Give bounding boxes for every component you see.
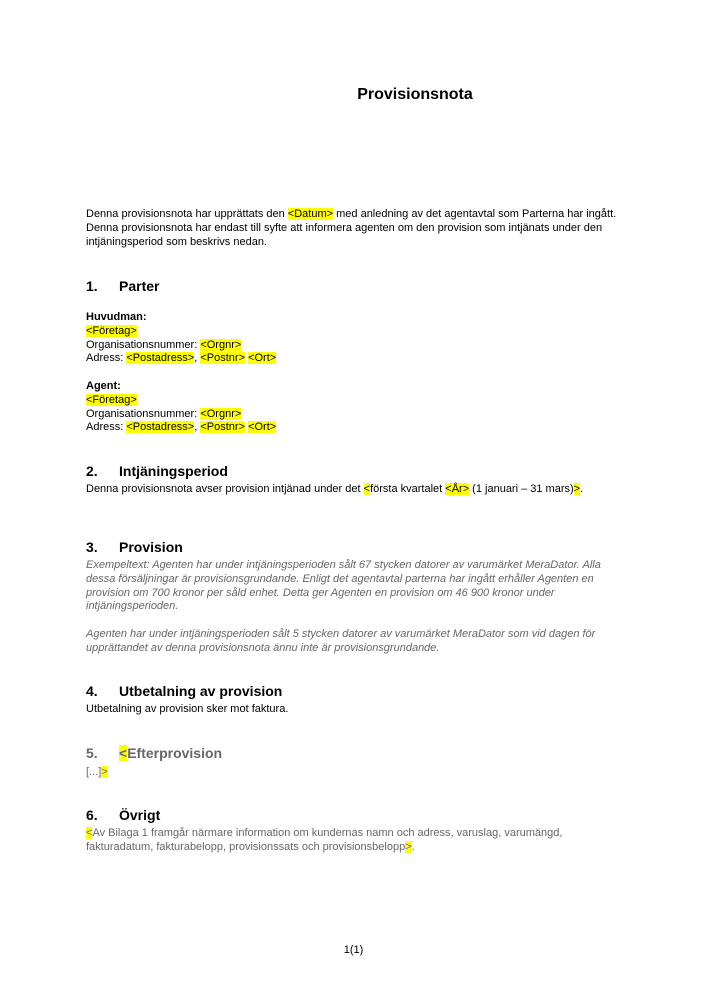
section-heading-intjaningsperiod xyxy=(86,462,228,480)
efterprovision-body xyxy=(86,766,626,780)
page-number: 1(1) xyxy=(343,944,364,956)
agent-address-comma: , xyxy=(194,421,201,434)
ovrigt-end: . xyxy=(411,840,415,853)
date-placeholder: <Datum> xyxy=(287,208,334,220)
section-title: Provision xyxy=(119,539,183,555)
huvudman-city-placeholder: <Ort> xyxy=(248,352,277,365)
huvudman-company-placeholder: <Företag> xyxy=(86,324,137,337)
section-title: Efterprovision xyxy=(127,745,223,761)
agent-block xyxy=(86,380,626,435)
year-placeholder: <År> xyxy=(445,483,470,495)
huvudman-address-label: Adress: xyxy=(86,352,127,365)
agent-label: Agent: xyxy=(86,380,121,392)
section-heading-provision xyxy=(86,538,183,556)
period-text-2: första kvartalet xyxy=(370,483,446,495)
huvudman-orgnr-placeholder: <Orgnr> xyxy=(200,338,242,351)
section-number: 3. xyxy=(86,539,98,555)
agent-company-placeholder: <Företag> xyxy=(86,393,137,406)
huvudman-orgnr-label: Organisationsnummer: xyxy=(86,338,201,351)
section-number: 5. xyxy=(86,745,98,761)
huvudman-label: Huvudman: xyxy=(86,311,147,323)
provision-paragraph-2: Agenten har under intjäningsperioden sålt 5 stycken datorer av varumärket MeraDator som vid dagen för upprättandet av denna provisionsnota ännu inte är provisionsgrundande. xyxy=(86,627,596,654)
section-number: 1. xyxy=(86,278,98,294)
intro-paragraph xyxy=(86,208,626,249)
section-heading-efterprovision xyxy=(86,744,222,762)
period-end: . xyxy=(580,483,584,495)
huvudman-address-comma: , xyxy=(194,352,201,365)
section-title: Parter xyxy=(119,278,160,294)
huvudman-postcode-placeholder: <Postnr> xyxy=(200,352,245,365)
period-text-3: (1 januari – 31 mars) xyxy=(469,483,574,495)
huvudman-postal-address-placeholder: <Postadress> xyxy=(126,352,195,365)
agent-postcode-placeholder: <Postnr> xyxy=(200,421,245,434)
intro-text-part2: med anledning av det agentavtal som Parterna har ingått. Denna provisionsnota har endast till syfte att informera agenten om den provision som intjänats under den intjäningsperiod som beskrivs nedan. xyxy=(86,208,617,248)
utbetalning-text: Utbetalning av provision sker mot faktura. xyxy=(86,703,289,715)
period-text-1: Denna provisionsnota avser provision intjänad under det xyxy=(86,483,364,495)
agent-address-label: Adress: xyxy=(86,421,127,434)
section-title: Intjäningsperiod xyxy=(119,463,228,479)
provision-paragraph-1: Exempeltext: Agenten har under intjäningsperioden sålt 67 stycken datorer av varumärket MeraDator. Alla dessa försäljningar är provisionsgrundande. Enligt det agentavtal parterna har ingått erhåller Agenten en provision om 700 kronor per såld enhet. Detta ger Agenten en provision om 46 900 kronor under intjäningsperioden. xyxy=(86,559,601,613)
section-number: 4. xyxy=(86,683,98,699)
section-heading-parter xyxy=(86,277,159,295)
ovrigt-text: Av Bilaga 1 framgår närmare information om kundernas namn och adress, varuslag, varumängd, fakturadatum, fakturabelopp, provisionssats och provisionsbelopp xyxy=(86,827,563,853)
agent-orgnr-placeholder: <Orgnr> xyxy=(200,407,242,420)
intjaningsperiod-paragraph xyxy=(86,483,586,497)
section-title: Övrigt xyxy=(119,807,161,823)
section-title: Utbetalning av provision xyxy=(119,683,283,699)
period-close-bracket: > xyxy=(573,483,581,495)
ovrigt-open-bracket: < xyxy=(86,827,93,839)
utbetalning-paragraph xyxy=(86,703,626,717)
document-title: Provisionsnota xyxy=(357,86,473,103)
ovrigt-paragraph xyxy=(86,827,608,855)
agent-postal-address-placeholder: <Postadress> xyxy=(126,421,195,434)
section-heading-utbetalning xyxy=(86,682,282,700)
agent-orgnr-label: Organisationsnummer: xyxy=(86,407,201,420)
ovrigt-close-bracket: > xyxy=(405,840,412,853)
period-open-bracket: < xyxy=(363,483,371,495)
efterprovision-ellipsis: [...] xyxy=(86,766,102,778)
efterprovision-open-bracket: < xyxy=(119,745,128,761)
intro-text-part1: Denna provisionsnota har upprättats den xyxy=(86,208,288,220)
efterprovision-close-bracket: > xyxy=(101,766,108,778)
agent-city-placeholder: <Ort> xyxy=(248,421,277,434)
section-number: 2. xyxy=(86,463,98,479)
provision-example-text xyxy=(86,559,624,656)
section-number: 6. xyxy=(86,807,98,823)
section-heading-ovrigt xyxy=(86,806,160,824)
huvudman-block xyxy=(86,311,626,366)
